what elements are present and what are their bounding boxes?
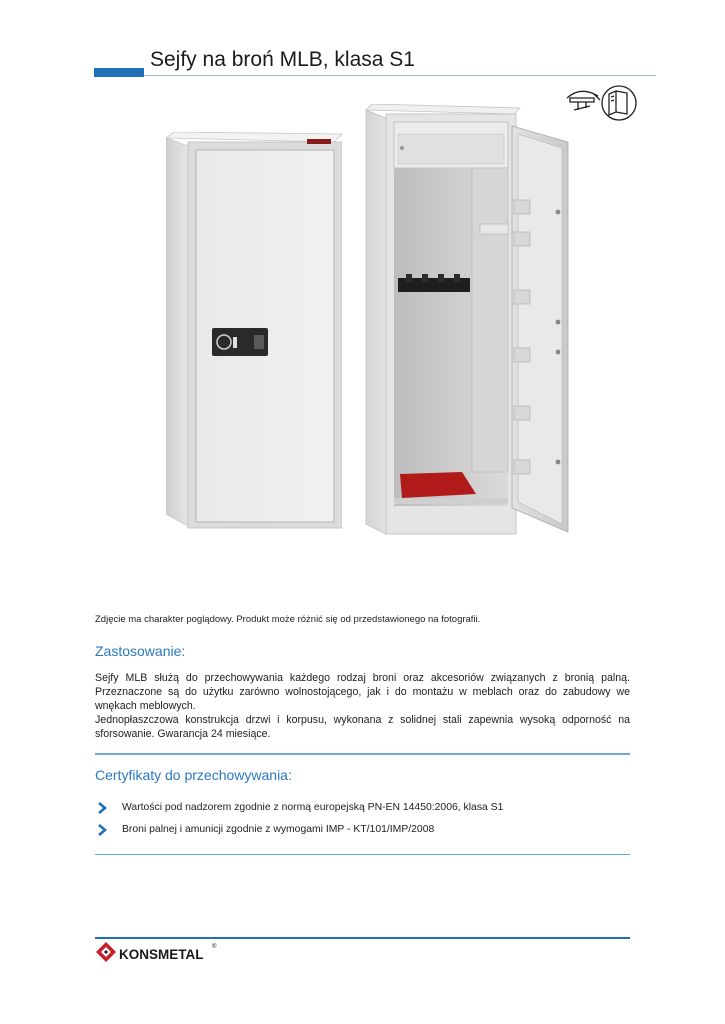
usage-heading: Zastosowanie: <box>95 643 186 659</box>
footer-rule <box>95 937 630 939</box>
brand-plate <box>307 139 331 144</box>
header-accent-bar <box>94 68 144 77</box>
registered-mark: ® <box>212 944 217 950</box>
logo-mark-icon <box>96 942 116 962</box>
box-cabinet-icon <box>602 86 636 120</box>
chevron-right-icon <box>95 823 109 837</box>
certificates-heading: Certyfikaty do przechowywania: <box>95 767 292 783</box>
logo-wordmark: KONSMETAL <box>119 947 204 962</box>
list-item <box>95 819 630 840</box>
page-title: Sejfy na broń MLB, klasa S1 <box>150 48 415 71</box>
konsmetal-logo <box>94 940 222 964</box>
header-rule <box>144 75 656 76</box>
open-safe-icon <box>362 104 577 536</box>
certificates-list <box>95 797 630 841</box>
usage-paragraph-2: Jednopłaszczowa konstrukcja drzwi i korpusu, wykonana z solidnej stali zapewnia wysoką odporność na sforsowanie. Gwarancja 24 miesiące. <box>95 714 630 741</box>
section-divider <box>95 854 630 855</box>
closed-safe-icon <box>166 132 342 530</box>
certificate-text: Wartości pod nadzorem zgodnie z normą europejską PN-EN 14450:2006, klasa S1 <box>122 802 504 813</box>
section-divider <box>95 753 630 755</box>
certificate-text: Broni palnej i amunicji zgodnie z wymogami IMP - KT/101/IMP/2008 <box>122 824 435 835</box>
usage-paragraph-1: Sejfy MLB służą do przechowywania każdego rodzaj broni oraz akcesoriów związanych z bronią palną. Przeznaczone są do użytku zarówno wolnostojącego, jak i do montażu w meblach oraz do zabudowy we wnękach meblowych. <box>95 672 630 713</box>
list-item <box>95 797 630 818</box>
photo-disclaimer: Zdjęcie ma charakter poglądowy. Produkt może różnić się od przedstawionego na fotografii. <box>95 614 481 625</box>
usage-description <box>95 671 630 741</box>
chevron-right-icon <box>95 801 109 815</box>
